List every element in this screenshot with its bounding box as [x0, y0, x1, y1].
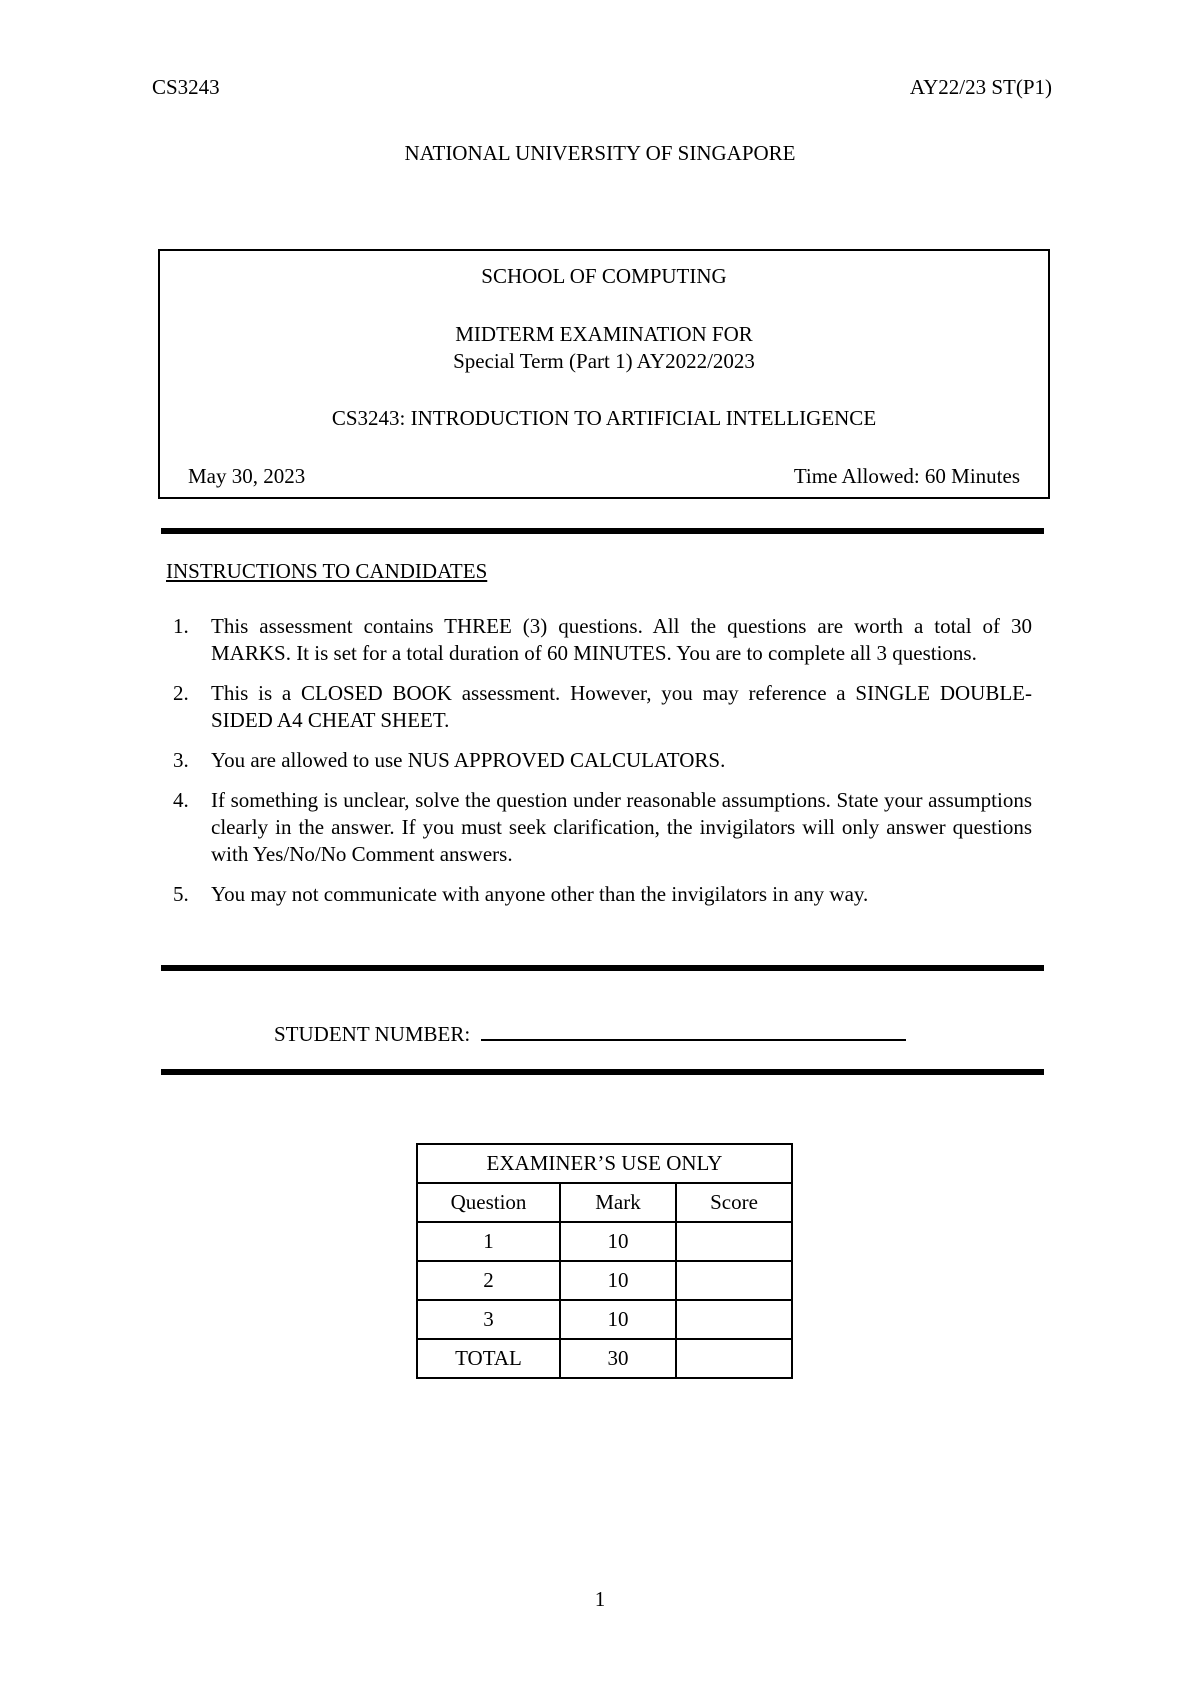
instruction-number: 4.: [173, 788, 189, 812]
student-number-row: [274, 1019, 906, 1048]
exam-type: MIDTERM EXAMINATION FOR: [455, 322, 753, 346]
table-row: [417, 1261, 792, 1300]
instructions-heading: INSTRUCTIONS TO CANDIDATES: [166, 559, 488, 583]
table-title: EXAMINER’S USE ONLY: [417, 1144, 792, 1183]
column-header-mark: Mark: [560, 1183, 676, 1222]
score-cell[interactable]: [676, 1300, 792, 1339]
question-cell: TOTAL: [417, 1339, 560, 1378]
table-row: [417, 1300, 792, 1339]
mark-cell: 10: [560, 1222, 676, 1261]
header-term-code: AY22/23 ST(P1): [909, 75, 1052, 99]
instruction-text: If something is unclear, solve the question under reasonable assumptions. State your assumptions clearly in the answer. If you must seek clarification, the invigilators will only answer questions with Yes/No/No Comment answers.: [211, 788, 1032, 866]
instructions-list: [166, 613, 1032, 921]
instruction-item: [166, 613, 1032, 667]
question-cell: 1: [417, 1222, 560, 1261]
page-number: 1: [594, 1587, 606, 1611]
course-title: CS3243: INTRODUCTION TO ARTIFICIAL INTELLIGENCE: [331, 406, 877, 430]
mark-cell: 10: [560, 1300, 676, 1339]
exam-date: May 30, 2023: [188, 464, 306, 488]
instruction-item: [166, 680, 1032, 734]
instruction-number: 5.: [173, 882, 189, 906]
instruction-number: 2.: [173, 681, 189, 705]
header-course-code: CS3243: [152, 75, 220, 99]
instruction-text: You may not communicate with anyone other than the invigilators in any way.: [211, 882, 869, 906]
mark-cell: 30: [560, 1339, 676, 1378]
table-row: [417, 1222, 792, 1261]
instruction-number: 1.: [173, 614, 189, 638]
divider-rule: [161, 1069, 1044, 1075]
school-name: SCHOOL OF COMPUTING: [481, 264, 727, 288]
instruction-item: [166, 881, 1032, 908]
exam-title-box: [158, 249, 1050, 499]
instruction-text: This is a CLOSED BOOK assessment. However, you may reference a SINGLE DOUBLE-SIDED A4 CHEAT SHEET.: [211, 681, 1032, 732]
column-header-question: Question: [417, 1183, 560, 1222]
instruction-number: 3.: [173, 748, 189, 772]
score-cell[interactable]: [676, 1222, 792, 1261]
divider-rule: [161, 528, 1044, 534]
university-name: NATIONAL UNIVERSITY OF SINGAPORE: [404, 141, 796, 165]
divider-rule: [161, 965, 1044, 971]
student-number-field[interactable]: [481, 1019, 906, 1041]
exam-term: Special Term (Part 1) AY2022/2023: [453, 349, 755, 373]
instruction-text: This assessment contains THREE (3) questions. All the questions are worth a total of 30 MARKS. It is set for a total duration of 60 MINUTES. You are to complete all 3 questions.: [211, 614, 1032, 665]
instruction-item: [166, 747, 1032, 774]
table-row: [417, 1339, 792, 1378]
student-number-label: STUDENT NUMBER:: [274, 1022, 471, 1046]
time-allowed: Time Allowed: 60 Minutes: [793, 464, 1020, 488]
question-cell: 2: [417, 1261, 560, 1300]
column-header-score: Score: [676, 1183, 792, 1222]
examiner-use-table: [416, 1143, 793, 1379]
score-cell[interactable]: [676, 1261, 792, 1300]
mark-cell: 10: [560, 1261, 676, 1300]
instruction-item: [166, 787, 1032, 868]
question-cell: 3: [417, 1300, 560, 1339]
instruction-text: You are allowed to use NUS APPROVED CALCULATORS.: [211, 748, 726, 772]
score-cell[interactable]: [676, 1339, 792, 1378]
